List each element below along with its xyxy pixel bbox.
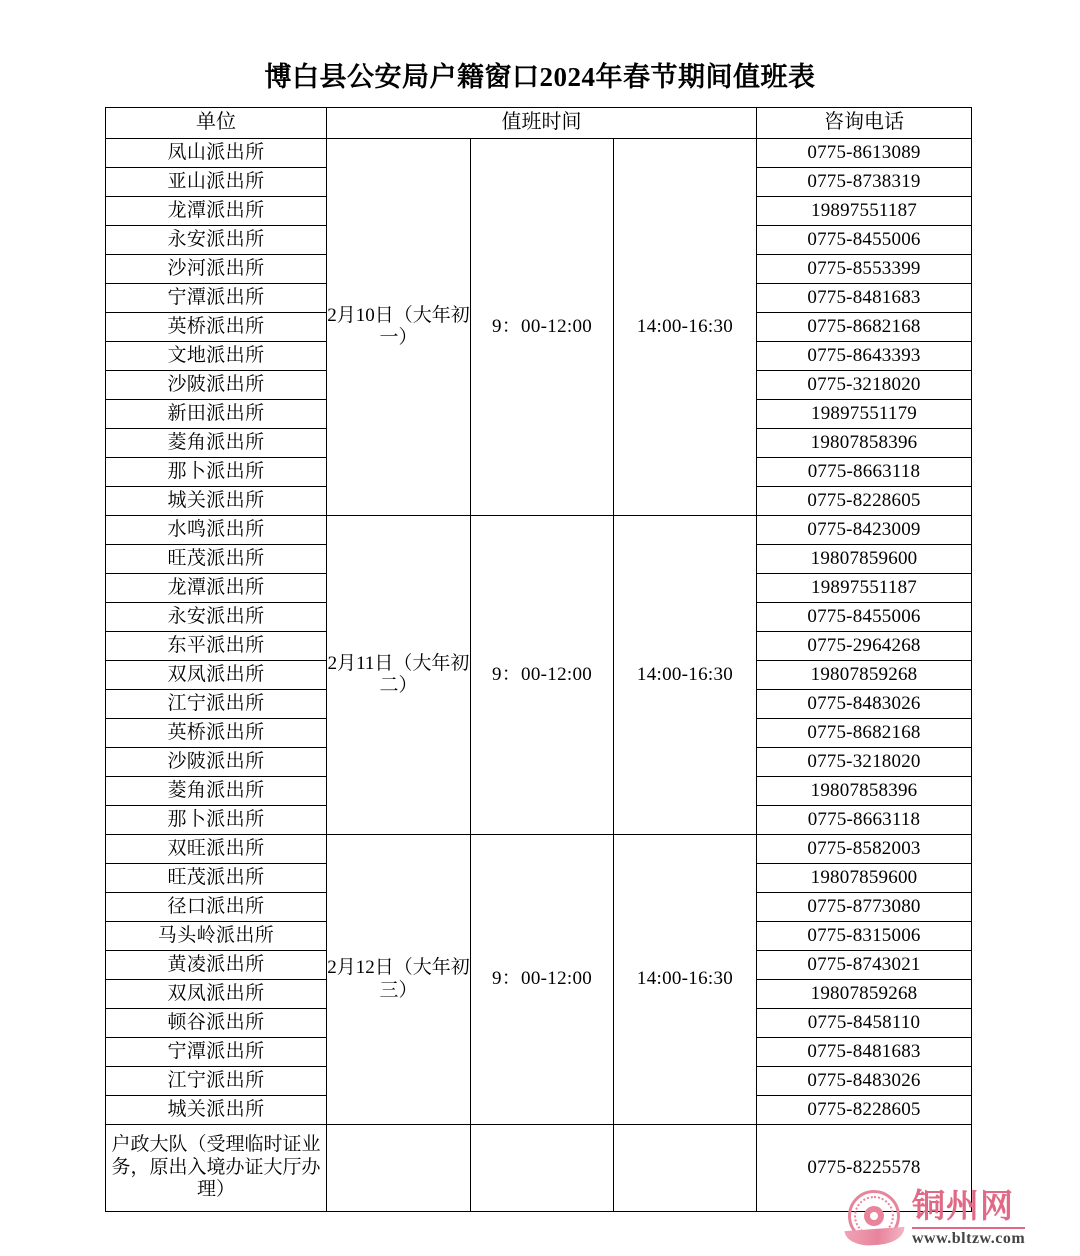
cell-phone: 0775-8483026 [757,690,972,719]
cell-unit: 新田派出所 [106,400,327,429]
cell-phone: 0775-8582003 [757,835,972,864]
cell-unit: 城关派出所 [106,1096,327,1125]
cell-duty-morning-special [471,1125,614,1212]
cell-unit: 那卜派出所 [106,458,327,487]
cell-unit: 英桥派出所 [106,719,327,748]
table-header-row [106,108,972,139]
cell-duty-date: 2月10日（大年初一） [327,139,471,516]
cell-duty-morning: 9：00-12:00 [471,835,614,1125]
cell-unit: 沙陂派出所 [106,748,327,777]
cell-duty-morning: 9：00-12:00 [471,139,614,516]
cell-duty-morning: 9：00-12:00 [471,516,614,835]
cell-phone: 0775-3218020 [757,748,972,777]
cell-unit: 马头岭派出所 [106,922,327,951]
cell-unit: 沙陂派出所 [106,371,327,400]
cell-unit-special: 户政大队（受理临时证业务，原出入境办证大厅办理） [106,1125,327,1212]
cell-unit: 江宁派出所 [106,690,327,719]
cell-phone-special: 0775-8225578 [757,1125,972,1212]
cell-phone: 0775-8613089 [757,139,972,168]
cell-unit: 文地派出所 [106,342,327,371]
cell-phone: 19897551187 [757,574,972,603]
cell-phone: 19807858396 [757,777,972,806]
cell-duty-date: 2月11日（大年初二） [327,516,471,835]
seal-icon [845,1189,905,1249]
cell-phone: 19897551187 [757,197,972,226]
cell-unit: 双凤派出所 [106,661,327,690]
cell-unit: 旺茂派出所 [106,545,327,574]
cell-phone: 19807859600 [757,864,972,893]
header-unit: 单位 [106,108,327,139]
cell-phone: 19807859600 [757,545,972,574]
table-body [106,108,972,1212]
cell-phone: 0775-8481683 [757,284,972,313]
cell-unit: 双旺派出所 [106,835,327,864]
cell-phone: 0775-8455006 [757,226,972,255]
cell-unit: 永安派出所 [106,226,327,255]
cell-unit: 沙河派出所 [106,255,327,284]
table-row-special [106,1125,972,1212]
cell-phone: 0775-8643393 [757,342,972,371]
cell-phone: 0775-8315006 [757,922,972,951]
cell-phone: 0775-8738319 [757,168,972,197]
header-phone: 咨询电话 [757,108,972,139]
cell-phone: 0775-8773080 [757,893,972,922]
cell-phone: 0775-2964268 [757,632,972,661]
cell-phone: 0775-8228605 [757,1096,972,1125]
cell-unit: 菱角派出所 [106,429,327,458]
cell-unit: 亚山派出所 [106,168,327,197]
cell-phone: 0775-8458110 [757,1009,972,1038]
cell-phone: 0775-8553399 [757,255,972,284]
cell-phone: 19807859268 [757,980,972,1009]
watermark-url: www.bltzw.com [912,1227,1025,1247]
cell-phone: 0775-8682168 [757,313,972,342]
cell-unit: 菱角派出所 [106,777,327,806]
cell-phone: 0775-3218020 [757,371,972,400]
cell-phone: 0775-8423009 [757,516,972,545]
duty-schedule-table [105,107,972,1212]
watermark [845,1186,1077,1252]
cell-phone: 0775-8483026 [757,1067,972,1096]
cell-unit: 英桥派出所 [106,313,327,342]
cell-duty-afternoon: 14:00-16:30 [614,835,757,1125]
table-row [106,516,972,545]
cell-phone: 0775-8228605 [757,487,972,516]
cell-unit: 东平派出所 [106,632,327,661]
cell-unit: 城关派出所 [106,487,327,516]
page-title: 博白县公安局户籍窗口2024年春节期间值班表 [264,62,816,92]
duty-schedule-table-wrap [105,107,971,1212]
cell-phone: 0775-8682168 [757,719,972,748]
cell-phone: 0775-8481683 [757,1038,972,1067]
cell-unit: 径口派出所 [106,893,327,922]
header-duty-time: 值班时间 [327,108,757,139]
cell-phone: 0775-8663118 [757,458,972,487]
cell-unit: 水鸣派出所 [106,516,327,545]
cell-duty-date: 2月12日（大年初三） [327,835,471,1125]
cell-unit: 黄凌派出所 [106,951,327,980]
cell-unit: 江宁派出所 [106,1067,327,1096]
cell-unit: 永安派出所 [106,603,327,632]
cell-duty-date-special [327,1125,471,1212]
cell-unit: 龙潭派出所 [106,197,327,226]
cell-phone: 19807859268 [757,661,972,690]
table-row [106,139,972,168]
cell-unit: 那卜派出所 [106,806,327,835]
cell-phone: 19807858396 [757,429,972,458]
cell-duty-afternoon: 14:00-16:30 [614,139,757,516]
watermark-site-name: 铜州网 [912,1189,1014,1225]
cell-phone: 0775-8663118 [757,806,972,835]
cell-unit: 龙潭派出所 [106,574,327,603]
cell-unit: 宁潭派出所 [106,1038,327,1067]
cell-unit: 凤山派出所 [106,139,327,168]
cell-duty-afternoon: 14:00-16:30 [614,516,757,835]
cell-phone: 0775-8743021 [757,951,972,980]
cell-unit: 双凤派出所 [106,980,327,1009]
cell-phone: 0775-8455006 [757,603,972,632]
cell-unit: 宁潭派出所 [106,284,327,313]
cell-duty-afternoon-special [614,1125,757,1212]
table-row [106,835,972,864]
cell-unit: 旺茂派出所 [106,864,327,893]
cell-phone: 19897551179 [757,400,972,429]
watermark-text [912,1191,1025,1247]
cell-unit: 顿谷派出所 [106,1009,327,1038]
